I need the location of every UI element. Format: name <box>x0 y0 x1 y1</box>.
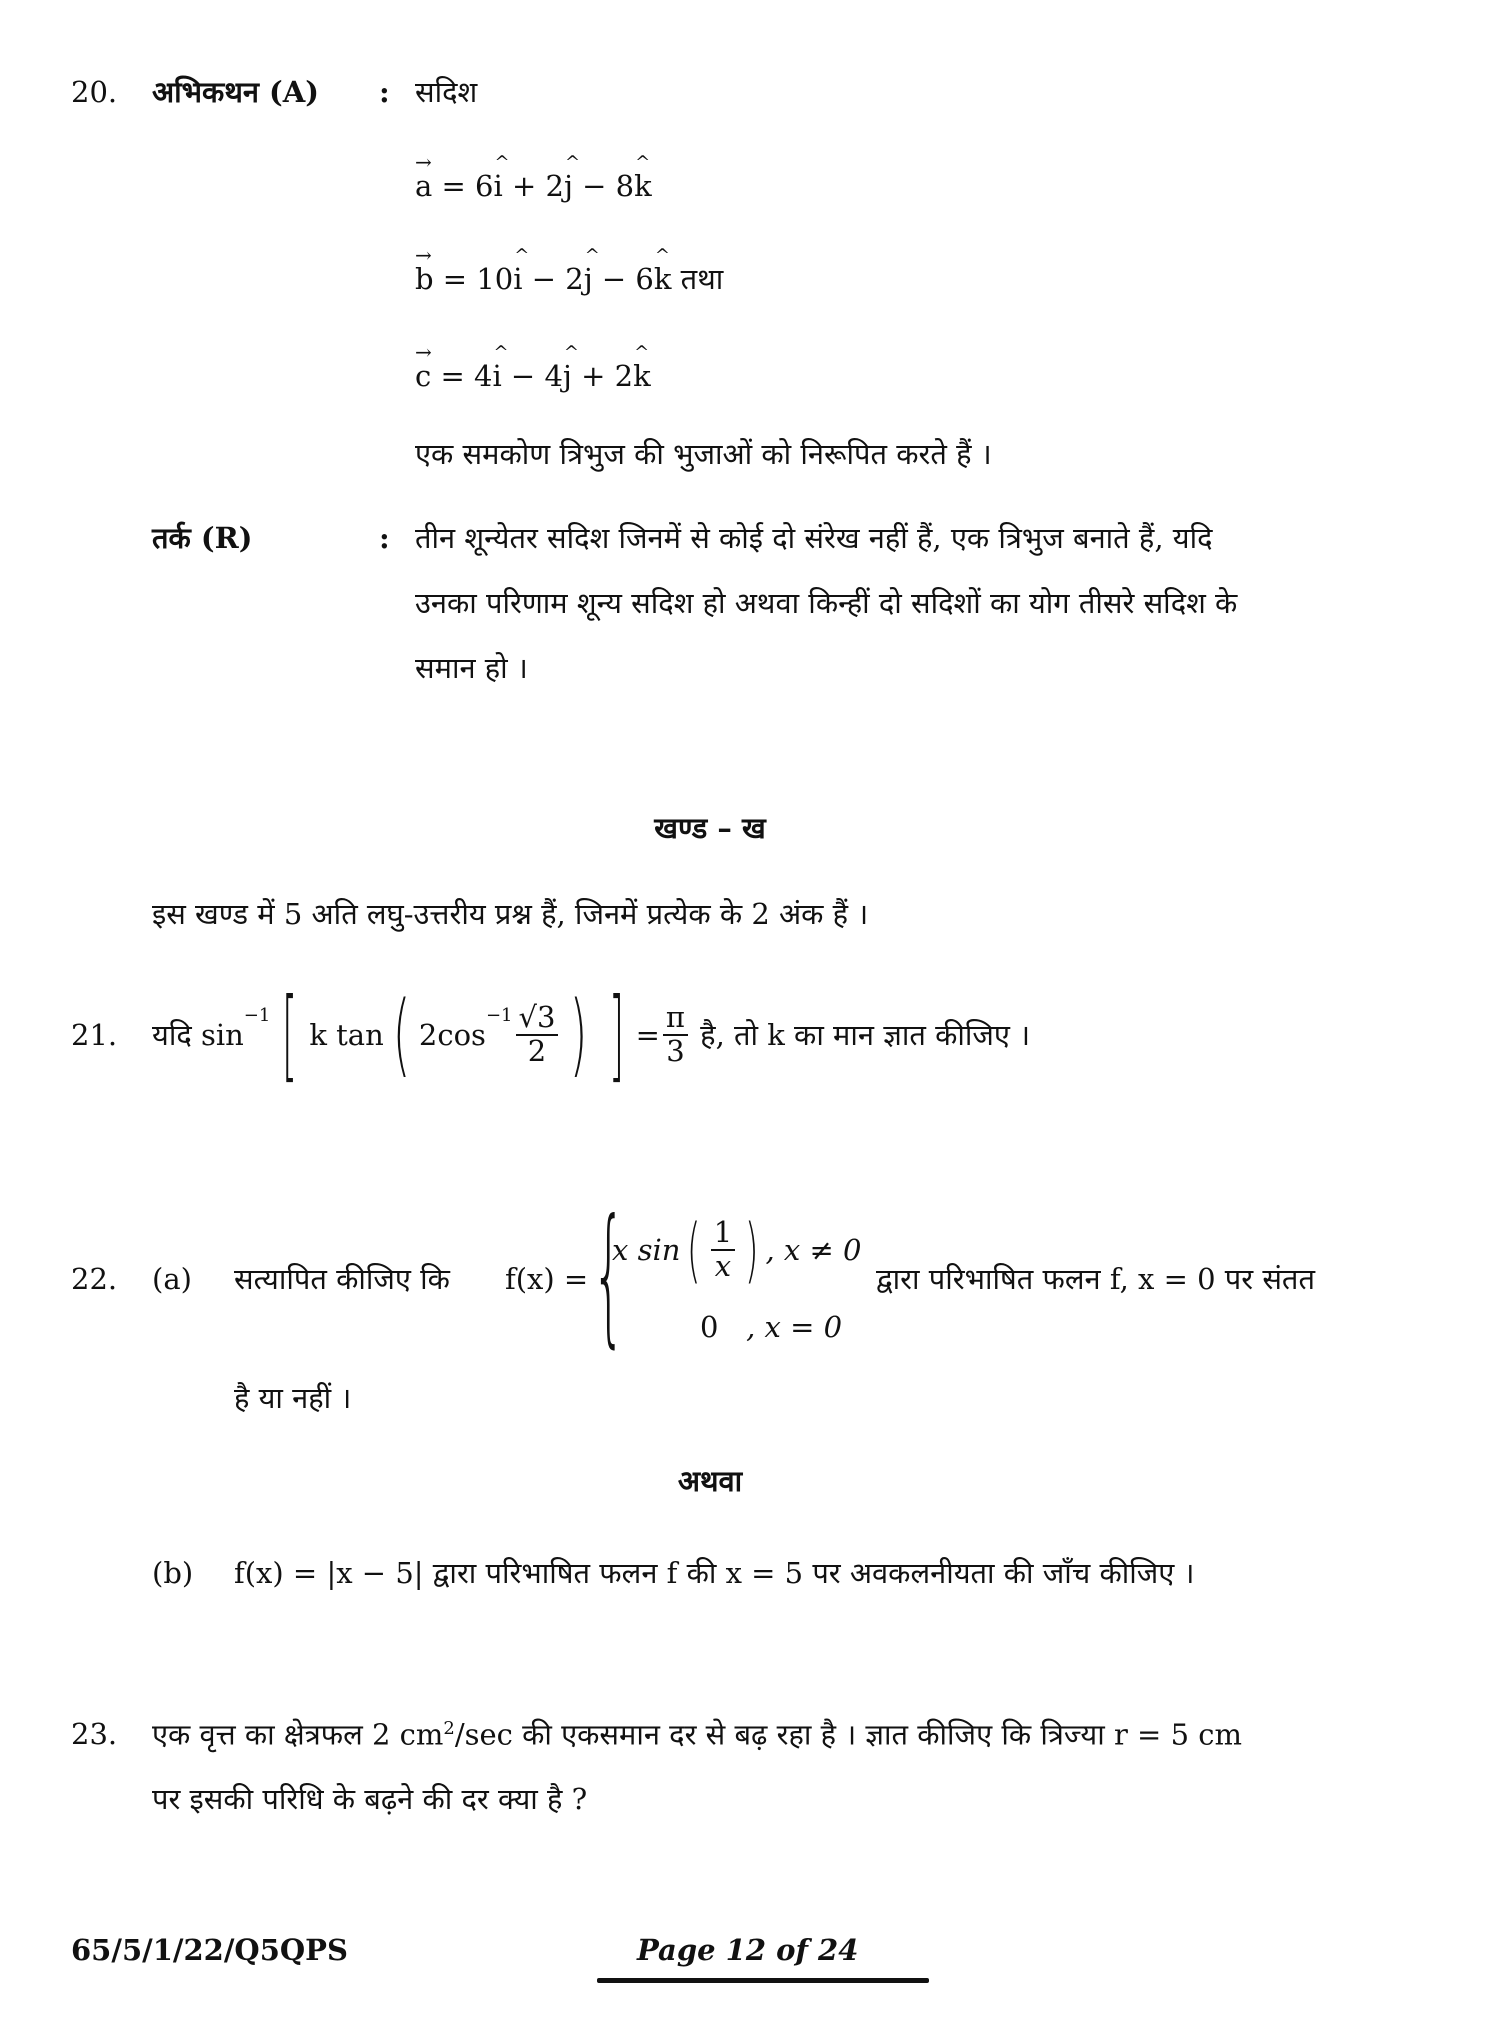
vector-a-unit-hats <box>442 172 652 201</box>
case-2 <box>700 1310 843 1344</box>
unit-k: ^ k <box>633 362 651 391</box>
right-paren: ) <box>745 1209 759 1291</box>
assertion-label: अभिकथन (A) <box>152 75 319 109</box>
unit-j <box>564 172 573 201</box>
sin: sin <box>200 1017 244 1052</box>
vector-b-name: → b <box>415 265 434 294</box>
left-bracket: [ <box>282 976 298 1093</box>
term <box>503 169 564 203</box>
case2-condition: , x = 0 <box>746 1310 843 1344</box>
q21-suffix: है, तो k का मान ज्ञात कीजिए । <box>700 1017 1031 1052</box>
vector-c-name: → c <box>415 362 431 391</box>
left-paren: ( <box>687 1209 701 1291</box>
reason-label: तर्क (R) <box>152 521 253 555</box>
or-label: अथवा <box>677 1464 743 1498</box>
vector-b <box>415 262 724 296</box>
page-underline <box>597 1978 929 1983</box>
denominator: 3 <box>666 1034 685 1068</box>
case-1 <box>612 1209 862 1291</box>
fraction-pi-over-3 <box>663 1002 688 1068</box>
unit-k <box>634 172 652 201</box>
page-number: Page 12 of 24 <box>637 1933 859 1967</box>
section-intro: इस खण्ड में 5 अति लघु-उत्तरीय प्रश्न हैं, जिनमें प्रत्येक के 2 अंक हैं । <box>152 897 869 931</box>
denominator: 2 <box>527 1034 547 1068</box>
fraction-1-over-x <box>711 1217 735 1283</box>
numerator: 1 <box>711 1217 735 1251</box>
term <box>573 169 634 203</box>
q23-line1 <box>152 1717 1242 1752</box>
text: एक वृत्त का क्षेत्रफल 2 cm <box>152 1717 444 1752</box>
left-brace: { <box>592 1188 626 1362</box>
part-a-label: (a) <box>152 1262 192 1296</box>
part-a-suffix: द्वारा परिभाषित फलन f, x = 0 पर संतत <box>876 1262 1315 1296</box>
vector-a-rhs: = 6i + 2j − 8k <box>441 169 652 203</box>
unit-j: ^ j <box>584 265 593 294</box>
numerator: π <box>663 1002 688 1036</box>
q23-line2: पर इसकी परिधि के बढ़ने की दर क्या है ? <box>152 1782 588 1816</box>
reason-line: समान हो । <box>415 651 528 685</box>
q21-equation <box>152 976 1031 1093</box>
question-number-22: 22. <box>71 1262 118 1296</box>
vector-c <box>415 359 651 393</box>
question-number-20: 20. <box>71 75 118 109</box>
denominator: x <box>714 1249 732 1283</box>
colon: : <box>379 75 390 109</box>
term: = 10 <box>442 262 514 296</box>
q21-prefix: यदि <box>152 1017 192 1052</box>
unit-i: ^ i <box>513 265 522 294</box>
part-b-text: f(x) = |x − 5| द्वारा परिभाषित फलन f की x = 5 पर अवकलनीयता की जाँच कीजिए । <box>234 1556 1195 1590</box>
assertion-end: एक समकोण त्रिभुज की भुजाओं को निरूपित करते हैं । <box>415 437 992 471</box>
numerator: √3 <box>516 1002 559 1036</box>
case1-expression: x sin <box>612 1232 681 1267</box>
fraction-sqrt3-over-2 <box>516 1002 559 1068</box>
part-b-label: (b) <box>152 1556 194 1590</box>
vector-a-rhs-wrap <box>441 169 652 203</box>
term <box>442 169 494 203</box>
case1-condition: , x ≠ 0 <box>765 1232 862 1267</box>
paper-code: 65/5/1/22/Q5QPS <box>71 1933 348 1967</box>
question-number-21: 21. <box>71 1018 118 1052</box>
term: + 2 <box>571 359 634 393</box>
vector-a-name: → a <box>415 172 432 201</box>
term: = 4 <box>440 359 493 393</box>
unit-i <box>493 172 502 201</box>
term: − 6 <box>592 262 654 296</box>
colon: : <box>379 521 390 555</box>
vector-a <box>415 169 652 203</box>
unit-i: ^ i <box>492 362 501 391</box>
left-paren: ( <box>392 982 411 1087</box>
inverse: −1 <box>485 1005 513 1026</box>
inverse: −1 <box>243 1005 271 1026</box>
k-tan: k tan <box>309 1017 384 1052</box>
part-a-prefix: सत्यापित कीजिए कि <box>234 1262 450 1296</box>
unit-j: ^ j <box>563 362 572 391</box>
section-title: खण्ड – ख <box>654 811 766 845</box>
part-a-line2: है या नहीं । <box>234 1381 352 1415</box>
equals: = <box>635 1017 660 1052</box>
superscript: 2 <box>443 1718 455 1739</box>
case2-expression: 0 <box>700 1310 719 1344</box>
reason-line: उनका परिणाम शून्य सदिश हो अथवा किन्हीं दो सदिशों का योग तीसरे सदिश के <box>415 586 1238 620</box>
right-paren: ) <box>570 982 588 1087</box>
text: /sec की एकसमान दर से बढ़ रहा है । ज्ञात कीजिए कि त्रिज्या r = 5 cm <box>454 1717 1242 1752</box>
term: − 2 <box>522 262 584 296</box>
question-number-23: 23. <box>71 1717 118 1751</box>
conjunction: तथा <box>671 262 724 296</box>
unit-k: ^ k <box>654 265 672 294</box>
fx: f(x) = <box>505 1262 589 1296</box>
two-cos: 2cos <box>418 1017 486 1052</box>
right-bracket: ] <box>608 976 624 1093</box>
assertion-intro: सदिश <box>415 75 478 109</box>
term: − 4 <box>501 359 563 393</box>
reason-line: तीन शून्येतर सदिश जिनमें से कोई दो संरेख नहीं हैं, एक त्रिभुज बनाते हैं, यदि <box>415 521 1213 555</box>
